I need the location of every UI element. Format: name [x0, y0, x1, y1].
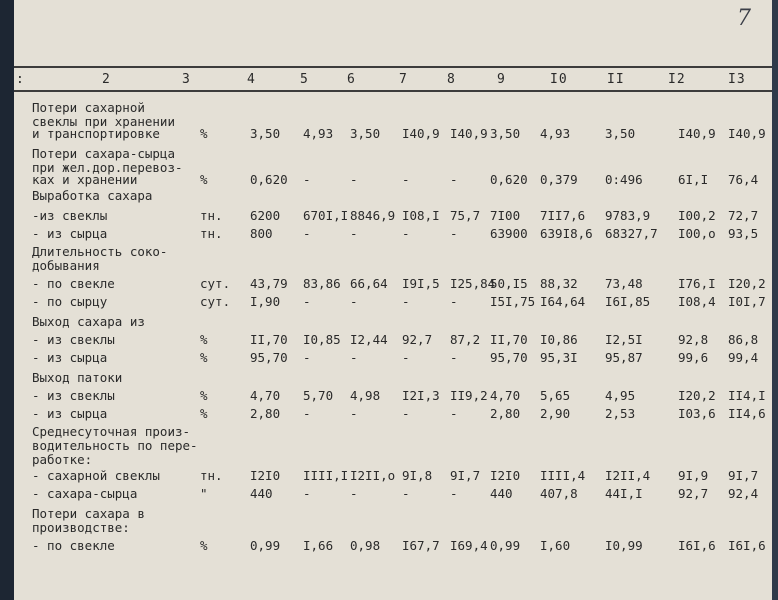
cell-col-11: 0:496	[605, 172, 643, 187]
cell-col-8: -	[450, 406, 458, 421]
cell-col-8: II9,2	[450, 388, 488, 403]
cell-col-11: 4,95	[605, 388, 636, 403]
table-row	[10, 332, 772, 350]
cell-col-10: 407,8	[540, 486, 578, 501]
cell-col-11: I2II,4	[605, 468, 651, 483]
cell-col-9: 0,99	[490, 538, 521, 553]
cell-col-5: -	[303, 350, 311, 365]
header-col-12: I2	[668, 72, 686, 87]
cell-col-5: -	[303, 226, 311, 241]
cell-col-10: 88,32	[540, 276, 578, 291]
row-label: - по свекле	[32, 276, 115, 291]
cell-col-7: -	[402, 486, 410, 501]
cell-col-6: 0,98	[350, 538, 381, 553]
column-header-row	[10, 72, 772, 88]
cell-col-4: II,70	[250, 332, 288, 347]
cell-col-13: I40,9	[728, 126, 766, 141]
cell-col-5: -	[303, 486, 311, 501]
cell-col-8: 75,7	[450, 208, 481, 223]
table-row	[10, 208, 772, 226]
header-col-2: 2	[102, 72, 111, 87]
cell-col-13: I20,2	[728, 276, 766, 291]
cell-col-13: I6I,6	[728, 538, 766, 553]
cell-col-6: -	[350, 226, 358, 241]
cell-col-12: I00,2	[678, 208, 716, 223]
cell-col-7: -	[402, 172, 410, 187]
cell-col-10: 639I8,6	[540, 226, 593, 241]
row-unit: %	[200, 126, 208, 141]
cell-col-7: -	[402, 294, 410, 309]
cell-col-12: 6I,I	[678, 172, 709, 187]
header-col-9: 9	[497, 72, 506, 87]
cell-col-4: 43,79	[250, 276, 288, 291]
header-col-3: 3	[182, 72, 191, 87]
table-row	[10, 276, 772, 294]
cell-col-10: I0,86	[540, 332, 578, 347]
cell-col-12: 92,7	[678, 486, 709, 501]
cell-col-5: I,66	[303, 538, 334, 553]
cell-col-10: 5,65	[540, 388, 571, 403]
cell-col-8: I69,4	[450, 538, 488, 553]
cell-col-7: I2I,3	[402, 388, 440, 403]
cell-col-13: 92,4	[728, 486, 759, 501]
cell-col-8: -	[450, 294, 458, 309]
table-row	[10, 314, 772, 332]
cell-col-10: 0,379	[540, 172, 578, 187]
header-col-5: 5	[300, 72, 309, 87]
cell-col-5: -	[303, 294, 311, 309]
cell-col-9: I5I,75	[490, 294, 536, 309]
cell-col-8: 87,2	[450, 332, 481, 347]
header-bottom-rule	[10, 90, 772, 92]
cell-col-11: 44I,I	[605, 486, 643, 501]
cell-col-10: 95,3I	[540, 350, 578, 365]
cell-col-9: 440	[490, 486, 513, 501]
row-label: - из сырца	[32, 406, 108, 421]
row-unit: %	[200, 332, 208, 347]
cell-col-9: 50,I5	[490, 276, 528, 291]
cell-col-12: 92,8	[678, 332, 709, 347]
row-label: работке:	[32, 452, 93, 467]
cell-col-5: 5,70	[303, 388, 334, 403]
header-top-rule	[10, 66, 772, 68]
cell-col-5: 4,93	[303, 126, 334, 141]
cell-col-12: I00,о	[678, 226, 716, 241]
cell-col-13: 9I,7	[728, 468, 759, 483]
table-row	[10, 294, 772, 312]
cell-col-6: 8846,9	[350, 208, 396, 223]
cell-col-4: 2,80	[250, 406, 281, 421]
cell-col-8: -	[450, 172, 458, 187]
cell-col-9: 2,80	[490, 406, 521, 421]
row-unit: %	[200, 538, 208, 553]
row-label: Потери сахара в	[32, 506, 145, 521]
cell-col-6: -	[350, 406, 358, 421]
header-col-13: I3	[728, 72, 746, 87]
cell-col-9: 95,70	[490, 350, 528, 365]
cell-col-7: I08,I	[402, 208, 440, 223]
cell-col-4: 800	[250, 226, 273, 241]
cell-col-6: I2,44	[350, 332, 388, 347]
cell-col-11: 2,53	[605, 406, 636, 421]
table-row	[10, 538, 772, 556]
cell-col-6: I2II,о	[350, 468, 396, 483]
row-label: Выработка сахара	[32, 188, 153, 203]
cell-col-11: 68327,7	[605, 226, 658, 241]
row-label: и транспортировке	[32, 126, 160, 141]
row-label: при жел.дор.перевоз-	[32, 160, 183, 175]
cell-col-4: 6200	[250, 208, 281, 223]
header-col-10: I0	[550, 72, 568, 87]
table-row	[10, 126, 772, 144]
row-label: производстве:	[32, 520, 130, 535]
cell-col-6: 66,64	[350, 276, 388, 291]
row-label: Выход патоки	[32, 370, 123, 385]
cell-col-5: 670I,I	[303, 208, 349, 223]
header-col-7: 7	[399, 72, 408, 87]
cell-col-12: 9I,9	[678, 468, 709, 483]
cell-col-8: I40,9	[450, 126, 488, 141]
cell-col-11: 95,87	[605, 350, 643, 365]
cell-col-6: 4,98	[350, 388, 381, 403]
cell-col-5: 83,86	[303, 276, 341, 291]
row-label: - из свеклы	[32, 332, 115, 347]
cell-col-12: 99,6	[678, 350, 709, 365]
cell-col-7: I67,7	[402, 538, 440, 553]
table-row	[10, 370, 772, 388]
cell-col-10: IIII,4	[540, 468, 586, 483]
cell-col-12: I6I,6	[678, 538, 716, 553]
cell-col-13: II4,I	[728, 388, 766, 403]
cell-col-12: I08,4	[678, 294, 716, 309]
table-row	[10, 258, 772, 276]
row-label: - сахара-сырца	[32, 486, 138, 501]
row-label: - из сырца	[32, 350, 108, 365]
cell-col-13: 93,5	[728, 226, 759, 241]
header-col-11: II	[607, 72, 625, 87]
cell-col-6: -	[350, 350, 358, 365]
header-col-6: 6	[347, 72, 356, 87]
cell-col-13: 76,4	[728, 172, 759, 187]
table-row	[10, 468, 772, 486]
cell-col-7: -	[402, 350, 410, 365]
table-row	[10, 486, 772, 504]
row-unit: "	[200, 486, 208, 501]
table-row	[10, 188, 772, 206]
row-unit: тн.	[200, 226, 223, 241]
row-unit: %	[200, 350, 208, 365]
cell-col-11: 9783,9	[605, 208, 651, 223]
cell-col-5: IIII,I	[303, 468, 349, 483]
cell-col-7: I9I,5	[402, 276, 440, 291]
cell-col-9: 0,620	[490, 172, 528, 187]
table-row	[10, 520, 772, 538]
cell-col-13: I0I,7	[728, 294, 766, 309]
cell-col-7: 9I,8	[402, 468, 433, 483]
row-unit: %	[200, 388, 208, 403]
cell-col-8: -	[450, 350, 458, 365]
cell-col-8: -	[450, 486, 458, 501]
cell-col-12: I20,2	[678, 388, 716, 403]
cell-col-4: 3,50	[250, 126, 281, 141]
cell-col-10: 7II7,6	[540, 208, 586, 223]
row-unit: тн.	[200, 468, 223, 483]
cell-col-8: -	[450, 226, 458, 241]
cell-col-7: -	[402, 226, 410, 241]
cell-col-9: 3,50	[490, 126, 521, 141]
row-label: ках и хранении	[32, 172, 138, 187]
cell-col-5: -	[303, 406, 311, 421]
row-unit: %	[200, 406, 208, 421]
row-label: Потери сахара-сырца	[32, 146, 175, 161]
header-col-8: 8	[447, 72, 456, 87]
cell-col-4: I,90	[250, 294, 281, 309]
cell-col-12: I03,6	[678, 406, 716, 421]
cell-col-11: I2,5I	[605, 332, 643, 347]
cell-col-12: I40,9	[678, 126, 716, 141]
cell-col-11: 3,50	[605, 126, 636, 141]
cell-col-13: II4,6	[728, 406, 766, 421]
cell-col-6: -	[350, 294, 358, 309]
cell-col-6: -	[350, 172, 358, 187]
row-unit: сут.	[200, 276, 231, 291]
cell-col-13: 86,8	[728, 332, 759, 347]
cell-col-6: 3,50	[350, 126, 381, 141]
row-label: - сахарной свеклы	[32, 468, 160, 483]
cell-col-9: I2I0	[490, 468, 521, 483]
cell-col-11: I0,99	[605, 538, 643, 553]
table-row	[10, 226, 772, 244]
row-label: - из свеклы	[32, 388, 115, 403]
row-label: - из сырца	[32, 226, 108, 241]
row-label: Среднесуточная произ-	[32, 424, 191, 439]
scan-frame-edge	[0, 0, 14, 600]
cell-col-9: 4,70	[490, 388, 521, 403]
cell-col-10: 2,90	[540, 406, 571, 421]
cell-col-4: 440	[250, 486, 273, 501]
cell-col-12: I76,I	[678, 276, 716, 291]
cell-col-13: 72,7	[728, 208, 759, 223]
cell-col-10: I64,64	[540, 294, 586, 309]
cell-col-10: I,60	[540, 538, 571, 553]
row-unit: сут.	[200, 294, 231, 309]
cell-col-13: 99,4	[728, 350, 759, 365]
cell-col-7: -	[402, 406, 410, 421]
cell-col-5: I0,85	[303, 332, 341, 347]
cell-col-9: 7I00	[490, 208, 521, 223]
row-label: - по свекле	[32, 538, 115, 553]
cell-col-11: 73,48	[605, 276, 643, 291]
cell-col-4: 4,70	[250, 388, 281, 403]
row-unit: %	[200, 172, 208, 187]
row-label: - по сырцу	[32, 294, 108, 309]
cell-col-10: 4,93	[540, 126, 571, 141]
document-page	[10, 0, 772, 600]
cell-col-4: 95,70	[250, 350, 288, 365]
row-unit: тн.	[200, 208, 223, 223]
cell-col-8: 9I,7	[450, 468, 481, 483]
header-colon: :	[16, 72, 25, 87]
table-row	[10, 388, 772, 406]
row-label: Выход сахара из	[32, 314, 145, 329]
row-label: добывания	[32, 258, 100, 273]
table-row	[10, 406, 772, 424]
row-label: Потери сахарной	[32, 100, 145, 115]
table-row	[10, 350, 772, 368]
cell-col-4: I2I0	[250, 468, 281, 483]
cell-col-9: II,70	[490, 332, 528, 347]
row-label: Длительность соко-	[32, 244, 168, 259]
cell-col-7: 92,7	[402, 332, 433, 347]
cell-col-5: -	[303, 172, 311, 187]
row-label: водительность по пере-	[32, 438, 198, 453]
cell-col-7: I40,9	[402, 126, 440, 141]
cell-col-6: -	[350, 486, 358, 501]
cell-col-4: 0,620	[250, 172, 288, 187]
row-label: -из свеклы	[32, 208, 108, 223]
cell-col-9: 63900	[490, 226, 528, 241]
page-number: 7	[737, 6, 751, 31]
cell-col-8: I25,84	[450, 276, 496, 291]
header-col-4: 4	[247, 72, 256, 87]
row-label: свеклы при хранении	[32, 114, 175, 129]
cell-col-11: I6I,85	[605, 294, 651, 309]
cell-col-4: 0,99	[250, 538, 281, 553]
